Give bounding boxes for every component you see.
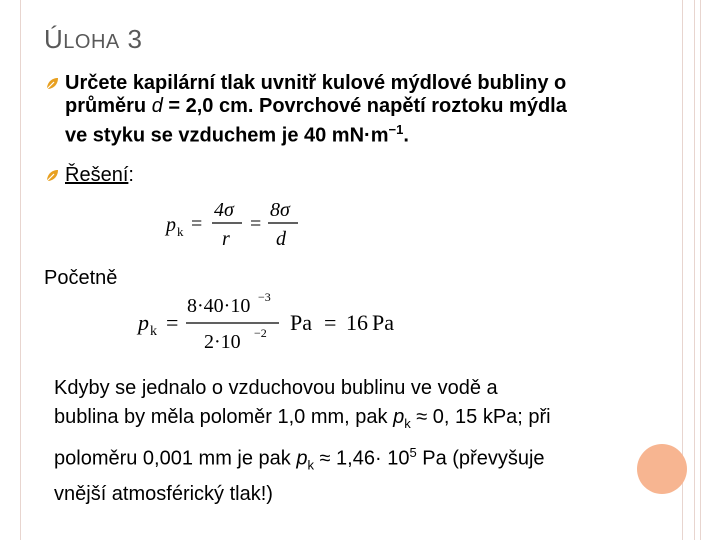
- bullet-solution: [44, 164, 674, 187]
- note-paragraph: [54, 374, 654, 509]
- title-rest: LOHA: [63, 31, 120, 53]
- leaf-bullet-icon: [44, 76, 60, 92]
- var-d: d: [151, 95, 163, 117]
- formula2-numerator: 8·40·10: [187, 295, 251, 317]
- note-line-2: bublina by měla poloměr 1,0 mm, pak $p_k \approx 0$, 15 kPa; při: [54, 406, 551, 431]
- formula1-eq2: =: [250, 213, 262, 235]
- formula2-den-exp: −2: [254, 326, 267, 340]
- formula2-denominator: 2·10: [204, 331, 241, 353]
- task-text: [65, 72, 674, 148]
- formula2-eq2: =: [324, 310, 337, 335]
- formula-numeric: [136, 284, 416, 356]
- formula1-num1: 4σ: [214, 199, 234, 221]
- task-line-1: Určete kapilární tlak uvnitř kulové mýdlové bubliny o: [65, 72, 567, 94]
- bullet-task: [44, 72, 674, 148]
- formula1-num2: 8σ: [270, 199, 290, 221]
- solution-label: Řešení: [65, 164, 129, 186]
- solution-heading: Řešení:: [65, 164, 134, 186]
- task-line-3: ve styku se vzduchem je 40 $mN\cdot m^{-1}$.: [65, 122, 409, 147]
- formula2-lhs: p: [138, 310, 149, 335]
- formula2-unit2: Pa: [372, 310, 394, 335]
- note-line-4: vnější atmosférický tlak!): [54, 482, 273, 505]
- title-number: 3: [127, 24, 143, 54]
- formula2-result: 16: [346, 310, 368, 335]
- formula2-lhs-sub: k: [150, 324, 157, 339]
- frame-line-right-3: [700, 0, 701, 540]
- formula1-eq: =: [191, 213, 203, 235]
- note-line-1: Kdyby se jednalo o vzduchovou bublinu ve vodě a: [54, 377, 498, 399]
- formula2-num-exp: −3: [258, 290, 271, 304]
- note-line-3: poloměru 0,001 mm je pak $p_k \approx 1,46\cdot 10^5$ Pa (převyšuje: [54, 445, 545, 473]
- title-initial: Ú: [44, 24, 64, 54]
- formula1-den2: d: [276, 228, 286, 250]
- formula2-unit1: Pa: [290, 310, 312, 335]
- frame-line-right-2: [694, 0, 695, 540]
- frame-line-left: [20, 0, 21, 540]
- formula2-eq: =: [166, 310, 179, 335]
- formula-capillary-pressure: [160, 192, 320, 256]
- formula1-lhs: p: [166, 214, 176, 236]
- task-line-2: průměru d = 2,0 cm. Povrchové napětí roztoku mýdla: [65, 95, 567, 117]
- formula1-den1: r: [222, 228, 230, 250]
- formula1-lhs-sub: k: [177, 224, 184, 239]
- slide-title: [44, 24, 142, 55]
- decorative-circle: [637, 444, 687, 494]
- leaf-bullet-icon: [44, 168, 60, 184]
- section-label-computation: Početně: [44, 267, 118, 289]
